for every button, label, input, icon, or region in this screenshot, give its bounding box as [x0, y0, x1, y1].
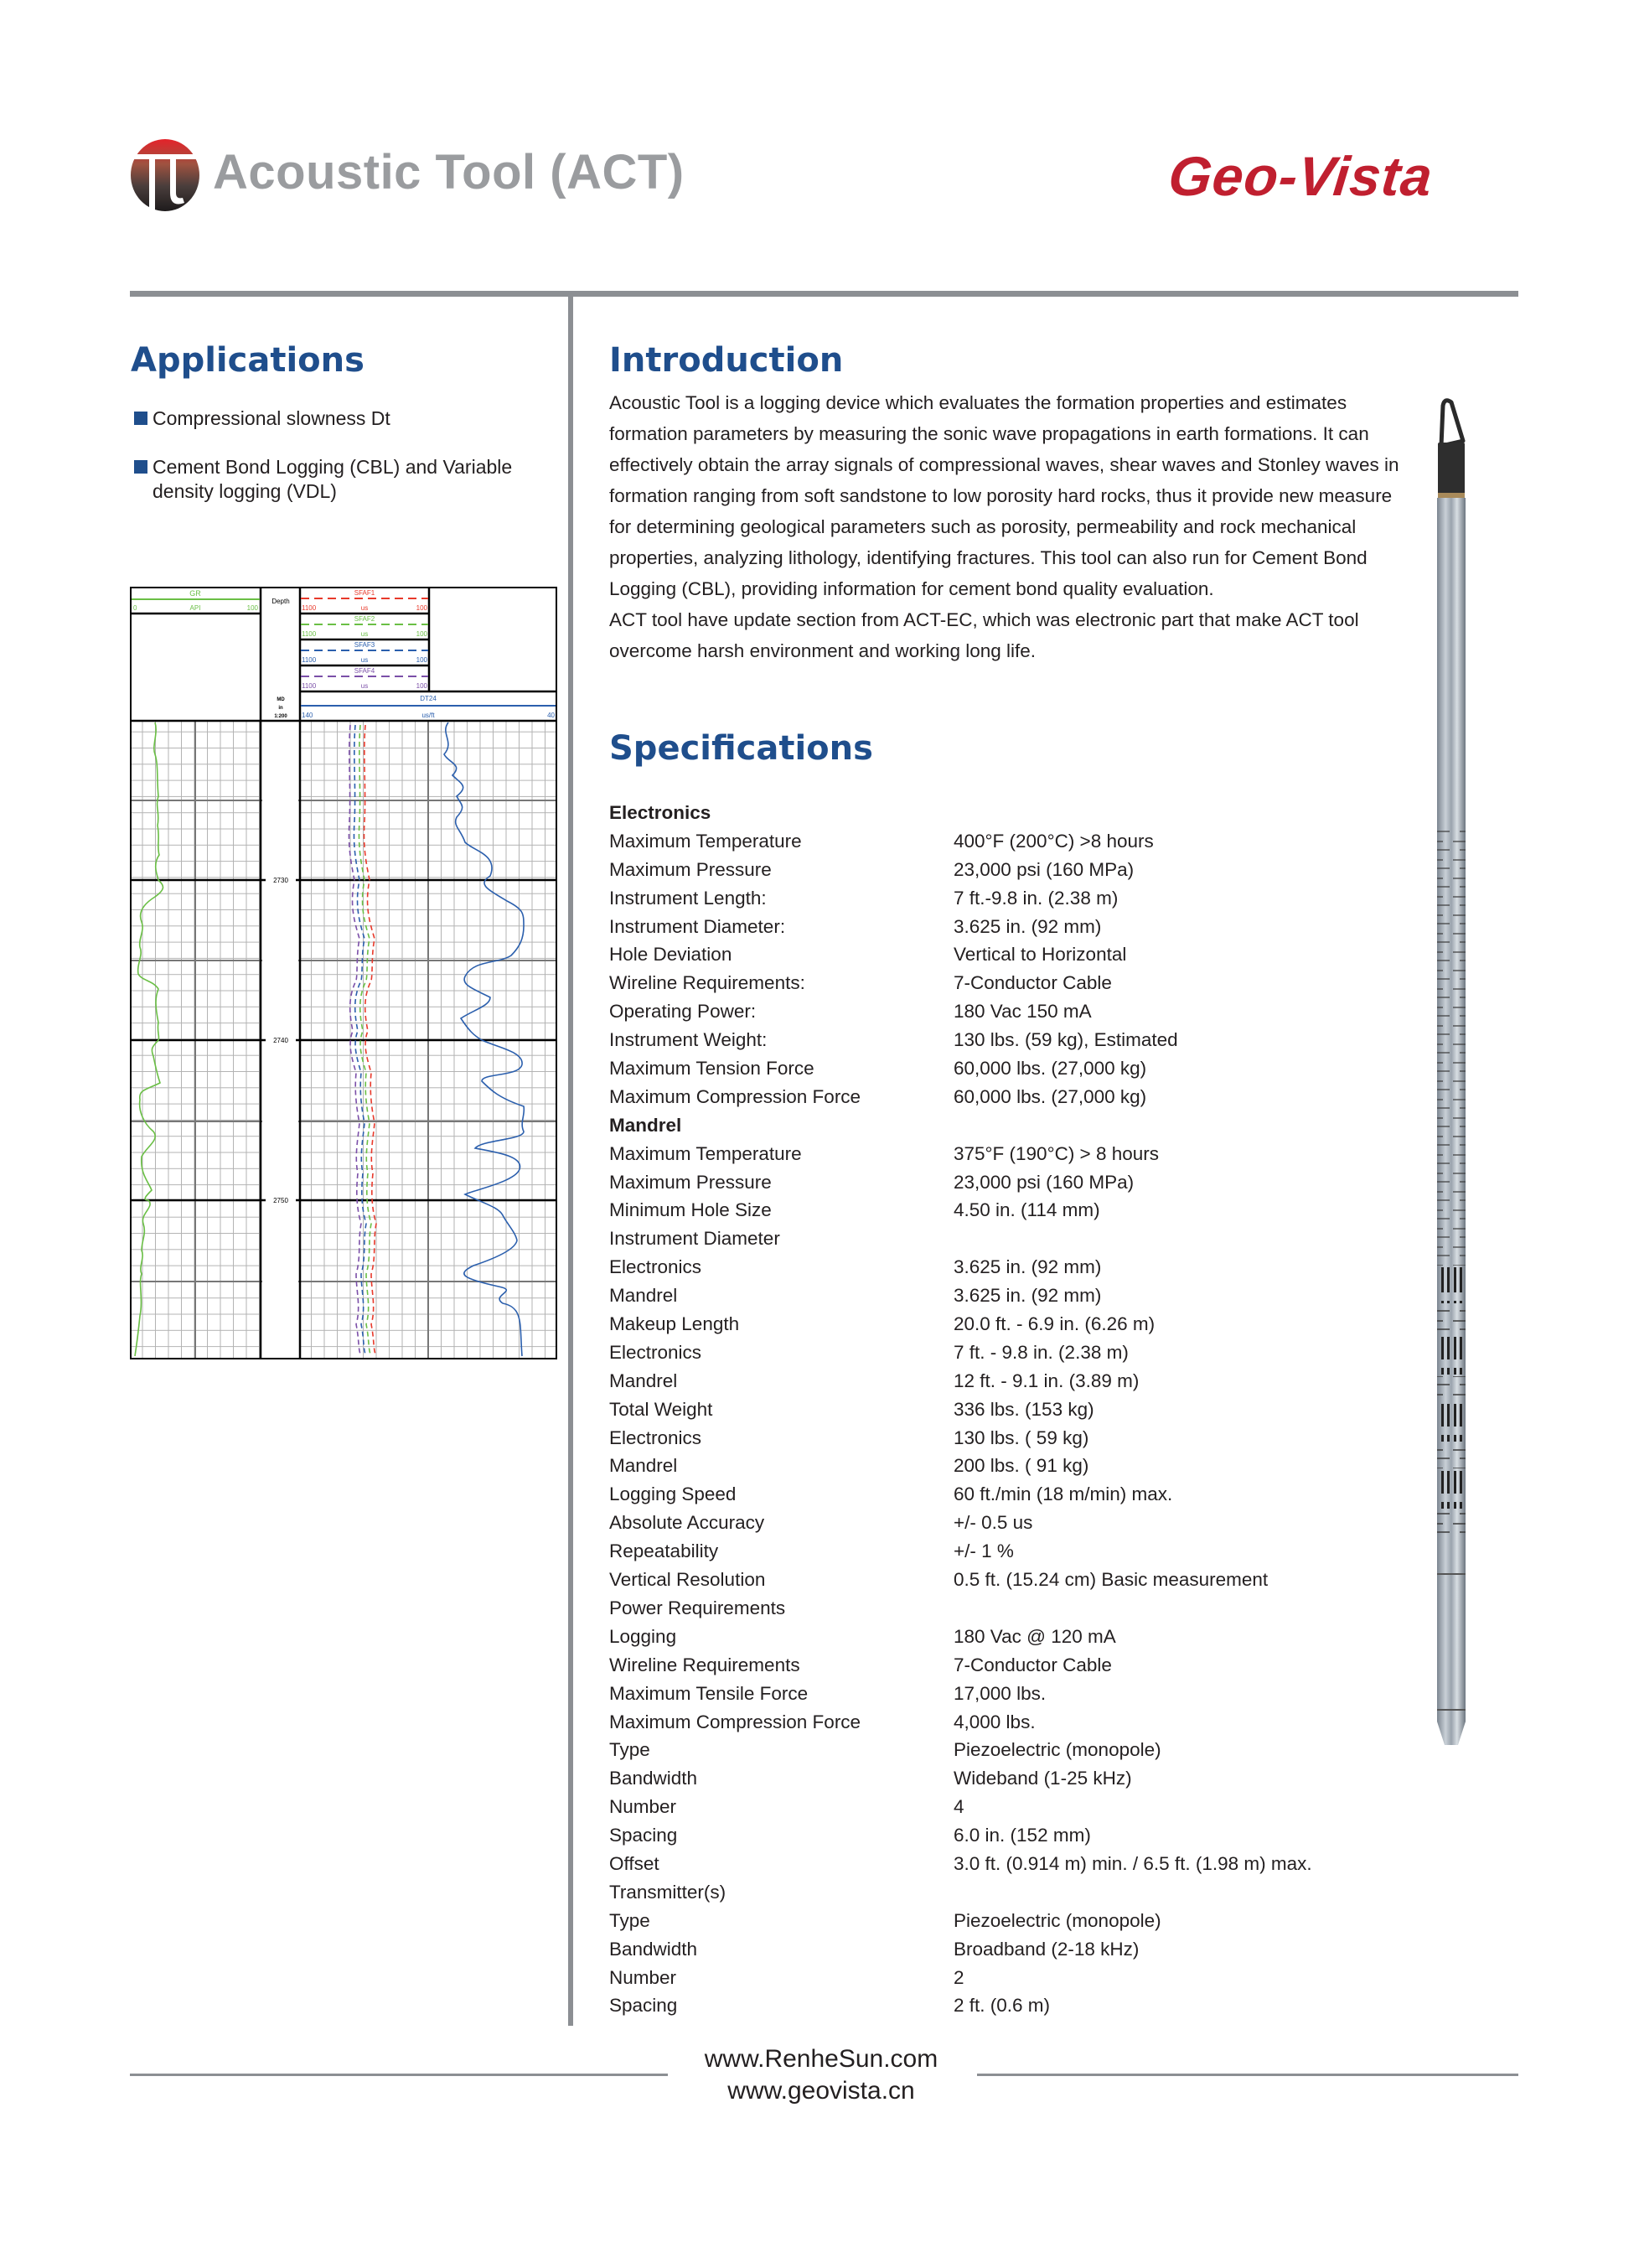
spec-label: Vertical Resolution [609, 1569, 766, 1591]
spec-row [609, 1310, 1397, 1339]
spec-label: Mandrel [609, 1370, 678, 1391]
spec-label: Spacing [609, 1825, 678, 1846]
svg-text:0: 0 [133, 604, 137, 612]
spec-label: Operating Power: [609, 1001, 757, 1023]
spec-row [609, 856, 1397, 884]
spec-label: Makeup Length [609, 1313, 740, 1335]
spec-label: Maximum Tensile Force [609, 1682, 809, 1704]
svg-text:in: in [278, 706, 283, 711]
spec-row [609, 913, 1397, 941]
application-item [134, 406, 553, 431]
spec-value: 0.5 ft. (15.24 cm) Basic measurement [954, 1569, 1269, 1591]
spec-label: Logging [609, 1625, 677, 1647]
svg-text:us: us [360, 656, 369, 664]
svg-text:2730: 2730 [273, 877, 288, 884]
spec-row [609, 1708, 1397, 1737]
spec-label: Spacing [609, 1995, 678, 2017]
spec-value: 400°F (200°C) >8 hours [954, 830, 1154, 852]
spec-label: Logging Speed [609, 1484, 737, 1505]
spec-label: Electronics [609, 802, 711, 823]
spec-value: 180 Vac @ 120 mA [954, 1625, 1116, 1647]
spec-row [609, 1850, 1397, 1878]
document-title: Acoustic Tool (ACT) [213, 145, 685, 199]
spec-row [609, 1764, 1397, 1793]
svg-text:SFAF4: SFAF4 [354, 667, 375, 675]
spec-value: 23,000 psi (160 MPa) [954, 858, 1135, 880]
spec-row [609, 1339, 1397, 1367]
spec-label: Electronics [609, 1427, 702, 1448]
square-bullet-icon [134, 412, 147, 425]
spec-row [609, 1935, 1397, 1964]
svg-text:1100: 1100 [302, 604, 317, 612]
spec-value: 4,000 lbs. [954, 1711, 1036, 1732]
introduction-body [609, 387, 1405, 666]
spec-value: 7-Conductor Cable [954, 972, 1112, 994]
spec-label: Hole Deviation [609, 944, 732, 966]
spec-label: Repeatability [609, 1540, 719, 1562]
depth-track-name: Depth [271, 598, 290, 605]
spec-value: 7-Conductor Cable [954, 1654, 1112, 1675]
spec-label: Instrument Diameter: [609, 915, 786, 937]
spec-label: Instrument Weight: [609, 1029, 768, 1051]
well-log-plot [130, 587, 557, 1359]
spec-row [609, 1821, 1397, 1850]
spec-value: 3.0 ft. (0.914 m) min. / 6.5 ft. (1.98 m) max. [954, 1852, 1312, 1874]
spec-label: Electronics [609, 1256, 702, 1278]
spec-label: Electronics [609, 1341, 702, 1363]
spec-row [609, 1424, 1397, 1452]
spec-value: 60 ft./min (18 m/min) max. [954, 1484, 1173, 1505]
spec-value: 4 [954, 1796, 964, 1818]
company-logo-icon [130, 138, 200, 212]
footer-link-geovista[interactable]: www.geovista.cn [727, 2077, 915, 2105]
spec-value: 20.0 ft. - 6.9 in. (6.26 m) [954, 1313, 1156, 1335]
spec-label: Instrument Length: [609, 887, 767, 909]
spec-label: Wireline Requirements [609, 1654, 800, 1675]
spec-row [609, 1168, 1397, 1197]
header-divider [130, 291, 1518, 297]
spec-label: Power Requirements [609, 1597, 786, 1618]
spec-label: Number [609, 1966, 677, 1988]
spec-label: Minimum Hole Size [609, 1199, 772, 1221]
spec-label: Total Weight [609, 1398, 713, 1420]
spec-row [609, 1991, 1397, 2020]
spec-label: Type [609, 1909, 650, 1931]
spec-value: 6.0 in. (152 mm) [954, 1825, 1091, 1846]
svg-text:100: 100 [246, 604, 258, 612]
spec-label: Absolute Accuracy [609, 1512, 765, 1534]
spec-row [609, 1651, 1397, 1680]
svg-text:100: 100 [416, 656, 427, 664]
spec-label: Maximum Compression Force [609, 1085, 861, 1107]
spec-label: Type [609, 1739, 650, 1761]
application-item [134, 455, 553, 504]
spec-row [609, 1793, 1397, 1821]
svg-text:SFAF3: SFAF3 [354, 641, 375, 649]
spec-value: 336 lbs. (153 kg) [954, 1398, 1094, 1420]
spec-value: Vertical to Horizontal [954, 944, 1127, 966]
spec-label: Maximum Tension Force [609, 1058, 814, 1080]
spec-label: Transmitter(s) [609, 1881, 726, 1903]
footer-divider-left [130, 2074, 668, 2076]
spec-group-header [609, 1111, 1397, 1140]
spec-row [609, 940, 1397, 969]
spec-label: Instrument Diameter [609, 1228, 780, 1250]
spec-row [609, 1054, 1397, 1083]
spec-value: 130 lbs. ( 59 kg) [954, 1427, 1089, 1448]
spec-row [609, 1140, 1397, 1168]
spec-value: Broadband (2-18 kHz) [954, 1938, 1140, 1960]
svg-text:2740: 2740 [273, 1037, 288, 1044]
svg-text:us: us [360, 604, 369, 612]
spec-row [609, 827, 1397, 856]
svg-text:us: us [360, 630, 369, 638]
spec-row [609, 1225, 1397, 1253]
footer-divider-right [977, 2074, 1518, 2076]
spec-row [609, 1907, 1397, 1935]
spec-row [609, 1026, 1397, 1054]
svg-text:140: 140 [302, 712, 313, 719]
svg-text:SFAF1: SFAF1 [354, 589, 375, 597]
spec-value: 7 ft.-9.8 in. (2.38 m) [954, 887, 1119, 909]
spec-value: 17,000 lbs. [954, 1682, 1047, 1704]
spec-label: Bandwidth [609, 1768, 698, 1789]
introduction-paragraph: ACT tool have update section from ACT-EC, which was electronic part that make ACT tool overcome harsh environment and working long life. [609, 609, 1359, 661]
column-divider [568, 297, 573, 2026]
spec-label: Maximum Temperature [609, 1142, 802, 1164]
spec-value: Piezoelectric (monopole) [954, 1909, 1161, 1931]
spec-label: Maximum Compression Force [609, 1711, 861, 1732]
footer-link-renhesun[interactable]: www.RenheSun.com [704, 2045, 938, 2073]
spec-row [609, 1680, 1397, 1708]
spec-row [609, 1878, 1397, 1907]
specifications-heading: Specifications [609, 729, 873, 768]
svg-text:API: API [189, 604, 201, 612]
spec-label: Maximum Pressure [609, 858, 772, 880]
svg-text:DT24: DT24 [420, 695, 437, 702]
svg-text:SFAF2: SFAF2 [354, 615, 375, 623]
spec-label: Number [609, 1796, 677, 1818]
spec-value: 7 ft. - 9.8 in. (2.38 m) [954, 1341, 1129, 1363]
spec-value: +/- 0.5 us [954, 1512, 1033, 1534]
spec-label: Maximum Pressure [609, 1171, 772, 1193]
brand-logo: Geo-Vista [1166, 145, 1436, 207]
spec-row [609, 1196, 1397, 1225]
spec-label: Wireline Requirements: [609, 972, 805, 994]
specifications-table [609, 799, 1397, 2020]
spec-row [609, 1964, 1397, 1992]
spec-row [609, 969, 1397, 997]
spec-value: 12 ft. - 9.1 in. (3.89 m) [954, 1370, 1140, 1391]
spec-value: 130 lbs. (59 kg), Estimated [954, 1029, 1178, 1051]
spec-row [609, 997, 1397, 1026]
spec-value: 2 ft. (0.6 m) [954, 1995, 1051, 2017]
svg-text:1100: 1100 [302, 682, 317, 690]
svg-text:2750: 2750 [273, 1197, 288, 1204]
spec-value: 2 [954, 1966, 964, 1988]
spec-label: Mandrel [609, 1285, 678, 1307]
spec-label: Mandrel [609, 1455, 678, 1477]
square-bullet-icon [134, 460, 147, 474]
svg-text:100: 100 [416, 630, 427, 638]
spec-row [609, 1367, 1397, 1395]
introduction-paragraph: Acoustic Tool is a logging device which evaluates the formation properties and estimates formation parameters by measuring the sonic wave propagations in earth formations. It can effectively obtain the array signals of compressional waves, shear waves and Stonley waves in formation ranging from soft sandstone to low porosity hard rocks, thus it provide new measure for determining geological parameters such as porosity, permeability and rock mechanical properties, analyzing lithology, identifying fractures. This tool can also run for Cement Bond Logging (CBL), providing information for cement bond quality evaluation. [609, 392, 1399, 599]
spec-label: Maximum Temperature [609, 830, 802, 852]
svg-text:MD: MD [277, 697, 285, 702]
application-label: Compressional slowness Dt [153, 407, 390, 429]
spec-group-header [609, 799, 1397, 827]
spec-row [609, 1395, 1397, 1424]
spec-value: 60,000 lbs. (27,000 kg) [954, 1058, 1147, 1080]
spec-label: Mandrel [609, 1114, 682, 1136]
spec-row [609, 1480, 1397, 1509]
spec-value: 3.625 in. (92 mm) [954, 915, 1102, 937]
spec-value: 180 Vac 150 mA [954, 1001, 1092, 1023]
svg-text:1100: 1100 [302, 630, 317, 638]
spec-value: 4.50 in. (114 mm) [954, 1199, 1100, 1221]
introduction-heading: Introduction [609, 341, 844, 380]
spec-label: Bandwidth [609, 1938, 698, 1960]
spec-row [609, 1282, 1397, 1310]
spec-row [609, 884, 1397, 913]
spec-value: Piezoelectric (monopole) [954, 1739, 1161, 1761]
application-label: Cement Bond Logging (CBL) and Variable density logging (VDL) [153, 456, 513, 502]
svg-text:us: us [360, 682, 369, 690]
spec-row [609, 1623, 1397, 1651]
spec-value: 60,000 lbs. (27,000 kg) [954, 1085, 1147, 1107]
applications-heading: Applications [131, 341, 365, 380]
svg-text:100: 100 [416, 682, 427, 690]
svg-text:100: 100 [416, 604, 427, 612]
spec-row [609, 1452, 1397, 1480]
spec-value: 200 lbs. ( 91 kg) [954, 1455, 1089, 1477]
spec-row [609, 1736, 1397, 1764]
spec-value: 3.625 in. (92 mm) [954, 1256, 1102, 1278]
svg-text:40: 40 [547, 712, 555, 719]
spec-row [609, 1594, 1397, 1623]
spec-value: 3.625 in. (92 mm) [954, 1285, 1102, 1307]
spec-value: 23,000 psi (160 MPa) [954, 1171, 1135, 1193]
gr-track-name: GR [189, 589, 201, 598]
spec-value: +/- 1 % [954, 1540, 1014, 1562]
spec-row [609, 1083, 1397, 1111]
spec-row [609, 1537, 1397, 1566]
spec-row [609, 1509, 1397, 1537]
svg-text:1100: 1100 [302, 656, 317, 664]
spec-value: Wideband (1-25 kHz) [954, 1768, 1132, 1789]
spec-value: 375°F (190°C) > 8 hours [954, 1142, 1159, 1164]
spec-row [609, 1253, 1397, 1282]
svg-text:us/ft: us/ft [421, 712, 435, 719]
acoustic-tool-photo [1426, 394, 1473, 1752]
spec-label: Offset [609, 1852, 659, 1874]
spec-row [609, 1566, 1397, 1594]
svg-text:1:200: 1:200 [274, 714, 287, 719]
